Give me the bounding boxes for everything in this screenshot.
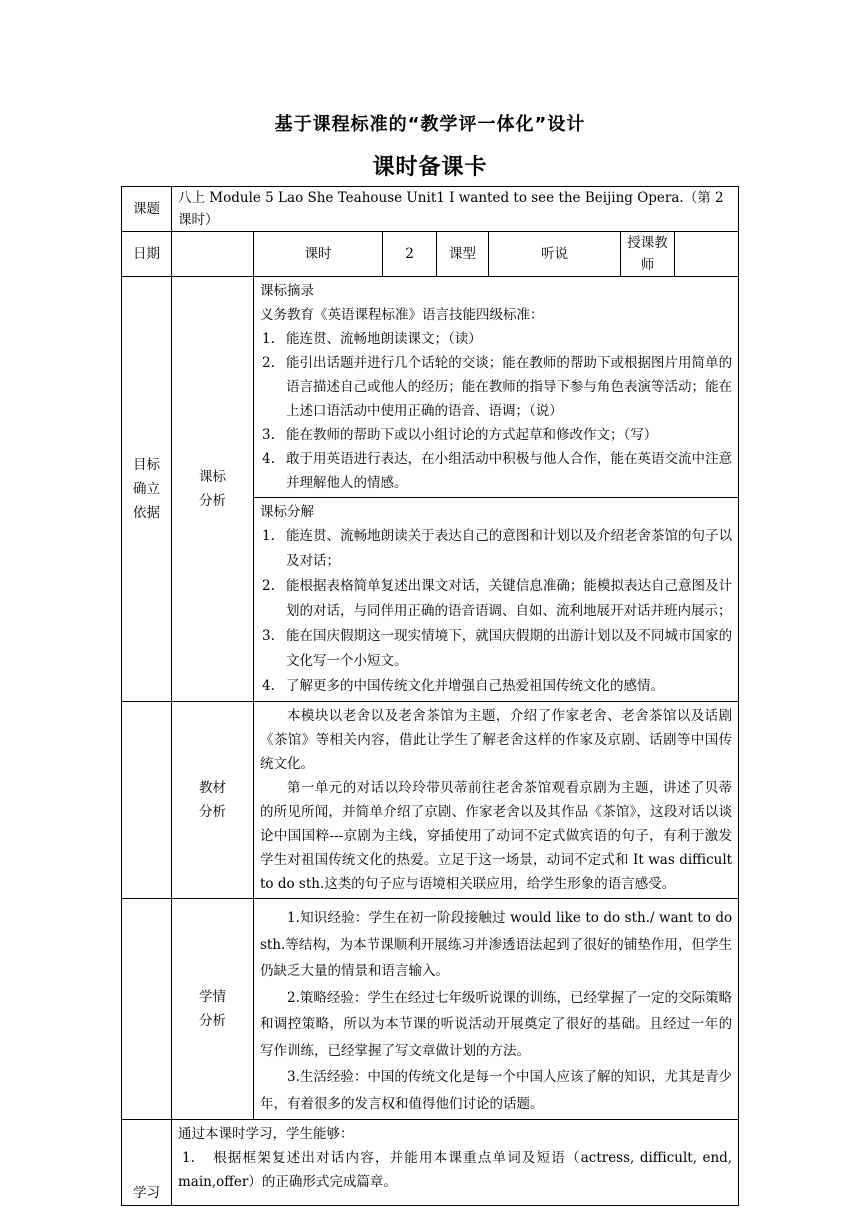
- std-excerpt-heading: 课标摘录: [260, 283, 314, 299]
- date-label: 日期: [122, 232, 172, 277]
- list-item: 4. 敢于用英语进行表达，在小组活动中积极与他人合作，能在英语交流中注意并理解他人的情感。: [262, 451, 733, 491]
- learner-paragraph: 3.生活经验：中国的传统文化是每一个中国人应该了解的知识，尤其是青少年，有着很多的发言权和值得他们讨论的话题。: [260, 1069, 733, 1112]
- list-item: 1. 根据框架复述出对话内容，并能用本课重点单词及短语（actress, difficult, end, main,offer）的正确形式完成篇章。: [178, 1150, 733, 1190]
- material-cell: [254, 702, 739, 899]
- list-item: 3. 能在教师的帮助下或以小组讨论的方式起草和修改作文；（写）: [262, 427, 658, 443]
- list-item: 3. 能在国庆假期这一现实情境下，就国庆假期的出游计划以及不同城市国家的文化写一个小短文。: [262, 628, 733, 669]
- material-label: 教材分析: [172, 702, 254, 899]
- topic-row: [122, 187, 739, 232]
- learner-blank-cell: [122, 899, 172, 1120]
- topic-value: 八上 Module 5 Lao She Teahouse Unit1 I wanted to see the Beijing Opera.（第 2 课时）: [172, 187, 739, 232]
- type-label: 课型: [437, 232, 489, 277]
- period-label: 课时: [254, 232, 383, 277]
- learner-paragraph: 1.知识经验：学生在初一阶段接触过 would like to do sth./ want to do sth.等结构，为本节课顺利开展练习并渗透语法起到了很好的铺垫作用，但学生仍缺乏大量的情景和语言输入。: [260, 910, 733, 979]
- std-excerpt-intro: 义务教育《英语课程标准》语言技能四级标准：: [260, 307, 544, 323]
- list-item: 1. 能连贯、流畅地朗读课文；（读）: [262, 331, 482, 347]
- study-intro: 通过本课时学习，学生能够：: [178, 1126, 354, 1142]
- study-cell: [172, 1120, 739, 1206]
- material-blank-cell: [122, 702, 172, 899]
- list-item: 2. 能根据表格简单复述出课文对话，关键信息准确；能模拟表达自己意图及计划的对话，与同伴用正确的语音语调、自如、流利地展开对话并班内展示；: [262, 578, 733, 619]
- study-label: 学习: [122, 1120, 172, 1206]
- list-item: 1. 能连贯、流畅地朗读关于表达自己的意图和计划以及介绍老舍茶馆的句子以及对话；: [262, 528, 733, 569]
- std-excerpt-cell: [254, 277, 739, 498]
- teacher-label: 授课教师: [621, 232, 675, 277]
- list-item: 2. 能引出话题并进行几个话轮的交谈；能在教师的帮助下或根据图片用简单的语言描述自己或他人的经历；能在教师的指导下参与角色表演等活动；能在上述口语活动中使用正确的语音、语调；（说）: [262, 355, 733, 419]
- std-breakdown-cell: [254, 498, 739, 702]
- std-excerpt-row: [122, 277, 739, 498]
- date-row: [122, 232, 739, 277]
- std-breakdown-heading: 课标分解: [260, 504, 314, 520]
- material-paragraph: 第一单元的对话以玲玲带贝蒂前往老舍茶馆观看京剧为主题，讲述了贝蒂的所见所闻，并简单介绍了京剧、作家老舍以及其作品《茶馆》，这段对话以谈论中国国粹---京剧为主线，穿插使用了动词不定式做宾语的句子，有利于激发学生对祖国传统文化的热爱。立足于这一场景，动词不定式和 It was difficult to do sth.这类的句子应与语境相关联应用，给学生形象的语言感受。: [260, 780, 733, 892]
- learner-paragraph: 2.策略经验：学生在经过七年级听说课的训练，已经掌握了一定的交际策略和调控策略，所以为本节课的听说活动开展奠定了很好的基础。且经过一年的写作训练，已经掌握了写文章做计划的方法。: [260, 989, 733, 1059]
- learner-cell: [254, 899, 739, 1120]
- lesson-plan-table: [121, 186, 739, 1206]
- date-value: [172, 232, 254, 277]
- page-title: 基于课程标准的“教学评一体化”设计: [274, 114, 586, 135]
- study-row: [122, 1120, 739, 1206]
- std-analysis-label: 课标分析: [172, 277, 254, 702]
- teacher-value: [675, 232, 739, 277]
- topic-label: 课题: [122, 187, 172, 232]
- type-value: 听说: [489, 232, 621, 277]
- goal-basis-label: 目标确立依据: [122, 277, 172, 702]
- period-value: 2: [383, 232, 437, 277]
- page-subtitle: 课时备课卡: [372, 155, 488, 180]
- material-paragraph: 本模块以老舍以及老舍茶馆为主题，介绍了作家老舍、老舍茶馆以及话剧《茶馆》等相关内容，借此让学生了解老舍这样的作家及京剧、话剧等中国传统文化。: [260, 708, 733, 772]
- material-row: [122, 702, 739, 899]
- learner-row: [122, 899, 739, 1120]
- list-item: 4. 了解更多的中国传统文化并增强自己热爱祖国传统文化的感情。: [262, 678, 664, 694]
- learner-label: 学情分析: [172, 899, 254, 1120]
